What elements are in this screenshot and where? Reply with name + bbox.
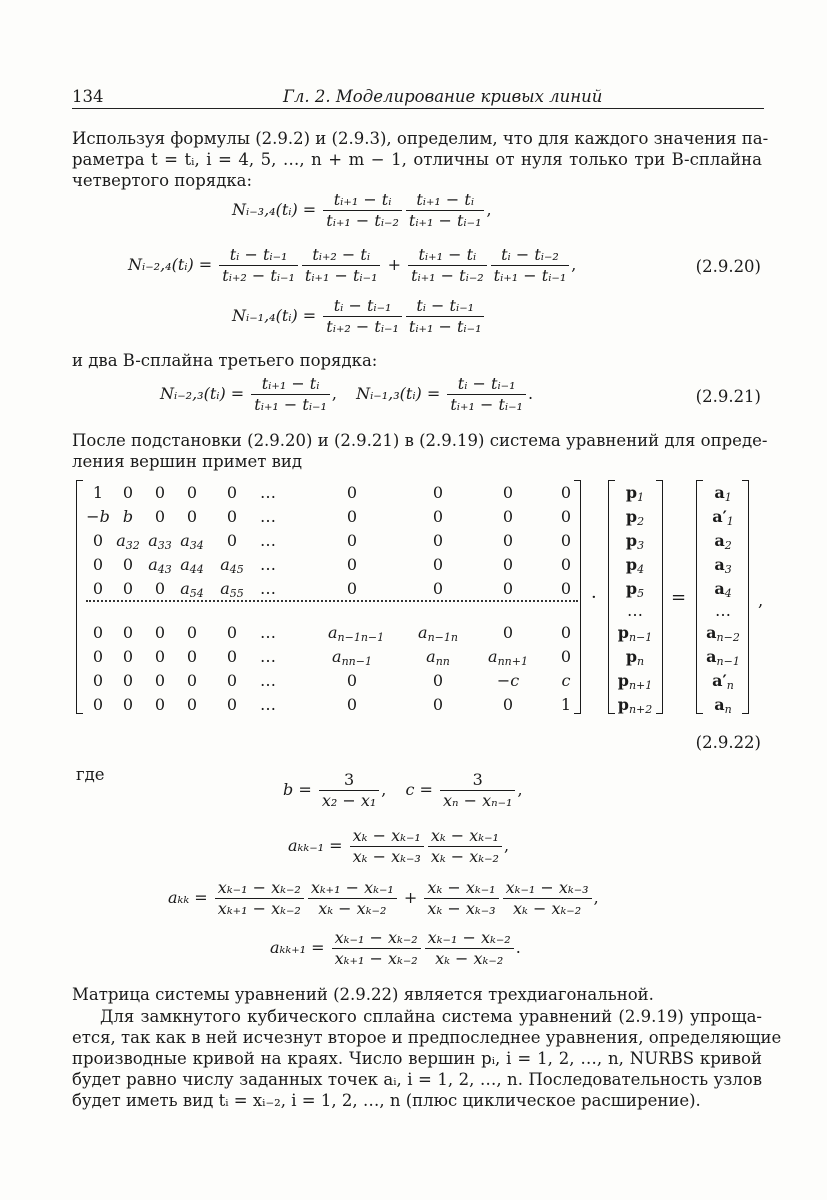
- matrix-cell: …: [260, 671, 276, 690]
- matrix-cell: …: [260, 647, 276, 666]
- matrix-cell: $a_{nn-1}$: [332, 647, 372, 668]
- numerator: tᵢ − tᵢ₋₁: [447, 374, 526, 395]
- page-number: 134: [72, 87, 104, 106]
- a-vector-cell: …: [715, 601, 731, 620]
- matrix-cell: $a_{n-1n}$: [418, 623, 458, 644]
- matrix-cell: 0: [226, 507, 238, 526]
- denominator: xₖ − xₖ₋₂: [430, 847, 499, 866]
- matrix-cell: 0: [186, 507, 198, 526]
- matrix-cell: 1: [560, 695, 572, 714]
- eq-2-9-20-row2: [128, 245, 576, 286]
- matrix-cell: 0: [154, 483, 166, 502]
- p-vector-cell: $p_{n-1}$: [617, 623, 653, 644]
- equation-number: (2.9.21): [695, 387, 761, 406]
- numerator: tᵢ − tᵢ₋₁: [406, 296, 485, 317]
- matrix-cell: 0: [560, 555, 572, 574]
- p-vector-cell: $p_{n+2}$: [617, 695, 653, 716]
- matrix-cell: b: [122, 507, 134, 526]
- intro-paragraph: [72, 128, 769, 191]
- eq-b-c: [283, 770, 523, 811]
- matrix-dotted-separator: [86, 600, 578, 602]
- text-line: будет равно числу заданных точек aᵢ, i = 1, 2, …, n. Последовательность узлов: [72, 1070, 762, 1089]
- matrix-cell: $a_{45}$: [220, 555, 244, 576]
- matrix-cell: …: [260, 483, 276, 502]
- math-term: ,: [571, 255, 577, 274]
- matrix-cell: 0: [560, 531, 572, 550]
- math-term: +: [403, 888, 418, 907]
- fraction: [319, 770, 379, 811]
- matrix-cell: $a_{44}$: [180, 555, 204, 576]
- text-line: ления вершин примет вид: [72, 452, 303, 471]
- denominator: tᵢ₊₂ − tᵢ₋₁: [222, 266, 295, 285]
- equals-sign: =: [671, 587, 687, 608]
- matrix-cell: …: [260, 695, 276, 714]
- a-vector-cell: $a_2$: [714, 531, 732, 552]
- fraction: [219, 245, 298, 286]
- denominator: xₖ₊₁ − xₖ₋₂: [217, 899, 301, 918]
- matrix-cell: 0: [560, 507, 572, 526]
- math-term: ,: [331, 384, 337, 403]
- matrix-cell: −b: [86, 507, 110, 526]
- matrix-cell: 0: [122, 647, 134, 666]
- math-term: ,: [381, 780, 387, 799]
- matrix-cell: 0: [346, 671, 358, 690]
- numerator: tᵢ₊₁ − tᵢ: [251, 374, 330, 395]
- matrix-cell: 0: [186, 647, 198, 666]
- comma: ,: [758, 591, 764, 610]
- denominator: tᵢ₊₁ − tᵢ₋₁: [408, 317, 482, 336]
- p-vector-cell: $p_n$: [625, 647, 645, 668]
- matrix-cell: 0: [92, 579, 104, 598]
- math-term: Nᵢ₋₁,₃(tᵢ) =: [356, 384, 441, 403]
- matrix-cell: 0: [92, 695, 104, 714]
- matrix-cell: 0: [502, 695, 514, 714]
- matrix-cell: $a_{55}$: [220, 579, 244, 600]
- matrix-cell: 0: [122, 695, 134, 714]
- closing-paragraph: [72, 1006, 782, 1111]
- a-vector-cell: $a_{n-2}$: [706, 623, 740, 644]
- text-line: После подстановки (2.9.20) и (2.9.21) в (2.9.19) система уравнений для опреде-: [72, 431, 768, 450]
- matrix-cell: …: [260, 555, 276, 574]
- matrix-cell: 0: [346, 531, 358, 550]
- matrix-cell: $a_{34}$: [180, 531, 204, 552]
- denominator: tᵢ₊₂ − tᵢ₋₁: [326, 317, 399, 336]
- denominator: xₖ − xₖ₋₂: [435, 949, 504, 968]
- math-term: aₖₖ₊₁ =: [270, 938, 325, 957]
- eq-akk: [168, 878, 599, 919]
- matrix-cell: 0: [92, 671, 104, 690]
- fraction: [406, 296, 485, 337]
- fraction: [424, 878, 498, 919]
- matrix-cell: 0: [186, 623, 198, 642]
- equation-number: (2.9.22): [695, 733, 761, 752]
- text-line: будет иметь вид tᵢ = xᵢ₋₂, i = 1, 2, …, n (плюс циклическое расширение).: [72, 1091, 701, 1110]
- matrix-cell: 0: [432, 671, 444, 690]
- matrix-cell: 0: [432, 507, 444, 526]
- matrix-cell: 0: [226, 695, 238, 714]
- matrix-cell: 0: [502, 483, 514, 502]
- matrix-cell: 0: [560, 623, 572, 642]
- p-vector-cell: $p_3$: [625, 531, 645, 552]
- matrix-cell: 0: [226, 623, 238, 642]
- math-term: Nᵢ₋₂,₃(tᵢ) =: [160, 384, 245, 403]
- matrix-cell: 0: [122, 483, 134, 502]
- numerator: xₖ₋₁ − xₖ₋₂: [425, 928, 514, 949]
- eq-2-9-20-row3: [232, 296, 486, 337]
- p-vector-cell: $p_2$: [625, 507, 645, 528]
- matrix-cell: 0: [154, 671, 166, 690]
- matrix-cell: …: [260, 623, 276, 642]
- math-term: ,: [517, 780, 523, 799]
- header-rule: [72, 108, 764, 109]
- matrix-cell: 0: [92, 623, 104, 642]
- matrix-cell: 0: [560, 647, 572, 666]
- denominator: xₖ − xₖ₋₃: [427, 899, 496, 918]
- a-vector-cell: $a_4$: [714, 579, 732, 600]
- numerator: 3: [440, 770, 515, 791]
- matrix-cell: 0: [346, 507, 358, 526]
- text-line: Для замкнутого кубического сплайна система уравнений (2.9.19) упроща-: [100, 1007, 762, 1026]
- fraction: [425, 928, 514, 969]
- fraction: [408, 245, 487, 286]
- math-term: ,: [593, 888, 599, 907]
- denominator: tᵢ₊₁ − tᵢ₋₁: [408, 211, 482, 230]
- matrix-cell: 0: [154, 507, 166, 526]
- numerator: xₖ − xₖ₋₁: [424, 878, 498, 899]
- numerator: tᵢ₊₁ − tᵢ: [408, 245, 487, 266]
- a-vector-cell: $a_n$: [714, 695, 732, 716]
- math-term: Nᵢ₋₁,₄(tᵢ) =: [232, 306, 317, 325]
- math-term: ,: [503, 836, 510, 855]
- math-term: +: [387, 255, 401, 274]
- matrix-cell: 0: [226, 531, 238, 550]
- a-vector-cell: $a_{n-1}$: [706, 647, 740, 668]
- matrix-cell: 0: [92, 531, 104, 550]
- fraction: [332, 928, 421, 969]
- matrix-cell: 0: [154, 579, 166, 598]
- math-term: c =: [405, 780, 433, 799]
- denominator: tᵢ₊₁ − tᵢ₋₁: [450, 395, 523, 414]
- math-term: Nᵢ₋₂,₄(tᵢ) =: [128, 255, 213, 274]
- numerator: xₖ − xₖ₋₁: [428, 826, 502, 847]
- numerator: xₖ₊₁ − xₖ₋₁: [308, 878, 397, 899]
- math-term: b =: [283, 780, 312, 799]
- fraction: [491, 245, 570, 286]
- fraction: [440, 770, 515, 811]
- matrix-cell: $a_{nn+1}$: [488, 647, 528, 668]
- intro-line: Используя формулы (2.9.2) и (2.9.3), определим, что для каждого значения па-: [72, 129, 769, 148]
- matrix-cell: 0: [122, 623, 134, 642]
- numerator: tᵢ − tᵢ₋₁: [323, 296, 402, 317]
- fraction: [215, 878, 304, 919]
- matrix-cell: 0: [226, 483, 238, 502]
- where-label: где: [76, 765, 105, 784]
- matrix-cell: $a_{54}$: [180, 579, 204, 600]
- denominator: xₖ₊₁ − xₖ₋₂: [334, 949, 418, 968]
- matrix-cell: 0: [122, 671, 134, 690]
- denominator: xₖ − xₖ₋₂: [513, 899, 582, 918]
- denominator: tᵢ₊₁ − tᵢ₋₁: [254, 395, 327, 414]
- matrix-cell: 0: [502, 623, 514, 642]
- fraction: [308, 878, 397, 919]
- numerator: tᵢ₊₂ − tᵢ: [302, 245, 381, 266]
- matrix-cell: 0: [154, 695, 166, 714]
- denominator: xₖ − xₖ₋₃: [352, 847, 421, 866]
- denominator: x₂ − x₁: [321, 791, 377, 810]
- numerator: xₖ − xₖ₋₁: [350, 826, 424, 847]
- intro-line: раметра t = tᵢ, i = 4, 5, …, n + m − 1, отличны от нуля только три B-сплайна: [72, 150, 762, 169]
- p-vector-cell: $p_5$: [625, 579, 645, 600]
- matrix-cell: 0: [186, 483, 198, 502]
- matrix-cell: 0: [502, 531, 514, 550]
- fraction: [350, 826, 424, 867]
- denominator: xₙ − xₙ₋₁: [443, 791, 513, 810]
- eq-akk-1: [288, 826, 509, 867]
- math-term: aₖₖ =: [168, 888, 208, 907]
- matrix-cell: 0: [186, 671, 198, 690]
- matrix-cell: 0: [92, 555, 104, 574]
- text-line: и два B-сплайна третьего порядка:: [72, 351, 378, 370]
- p-vector-cell: $p_{n+1}$: [617, 671, 653, 692]
- running-title: Гл. 2. Моделирование кривых линий: [283, 87, 603, 106]
- matrix-cell: 0: [502, 579, 514, 598]
- matrix-cell: 0: [346, 555, 358, 574]
- matrix-cell: 0: [346, 695, 358, 714]
- matrix-cell: $a_{32}$: [116, 531, 140, 552]
- eq-2-9-21: [160, 374, 533, 415]
- eq-akk+1: [270, 928, 521, 969]
- denominator: tᵢ₊₁ − tᵢ₋₁: [304, 266, 378, 285]
- matrix-cell: c: [561, 671, 571, 690]
- equation-number: (2.9.20): [695, 257, 761, 276]
- p-vector-cell: …: [627, 601, 643, 620]
- matrix-cell: $a_{nn}$: [426, 647, 450, 668]
- matrix-cell: 0: [432, 555, 444, 574]
- math-term: Nᵢ₋₃,₄(tᵢ) =: [232, 200, 317, 219]
- denominator: tᵢ₊₁ − tᵢ₋₂: [411, 266, 484, 285]
- matrix-cell: 0: [502, 507, 514, 526]
- matrix-cell: …: [260, 507, 276, 526]
- matrix-cell: 0: [154, 623, 166, 642]
- matrix-cell: …: [260, 579, 276, 598]
- matrix-cell: 0: [154, 647, 166, 666]
- matrix-cell: 1: [92, 483, 104, 502]
- dot-operator: ·: [591, 587, 597, 608]
- fraction: [406, 190, 485, 231]
- numerator: tᵢ − tᵢ₋₁: [219, 245, 298, 266]
- a-vector-cell: $a_3$: [714, 555, 732, 576]
- matrix-cell: 0: [560, 579, 572, 598]
- matrix-cell: …: [260, 531, 276, 550]
- math-term: .: [515, 938, 521, 957]
- a-vector-cell: $a_1$: [714, 483, 732, 504]
- fraction: [323, 296, 402, 337]
- matrix-cell: 0: [432, 695, 444, 714]
- p-vector-cell: $p_4$: [625, 555, 645, 576]
- numerator: 3: [319, 770, 379, 791]
- matrix-cell: $a_{33}$: [148, 531, 172, 552]
- matrix-cell: −c: [496, 671, 520, 690]
- matrix-cell: 0: [502, 555, 514, 574]
- matrix-cell: 0: [346, 579, 358, 598]
- math-term: .: [527, 384, 534, 403]
- numerator: xₖ₋₁ − xₖ₋₃: [503, 878, 592, 899]
- fraction: [251, 374, 330, 415]
- math-term: ,: [486, 200, 492, 219]
- matrix-cell: 0: [92, 647, 104, 666]
- after-paragraph: [72, 430, 768, 472]
- numerator: xₖ₋₁ − xₖ₋₂: [215, 878, 304, 899]
- matrix-cell: 0: [432, 579, 444, 598]
- matrix-cell: 0: [346, 483, 358, 502]
- math-term: aₖₖ₋₁ =: [288, 836, 343, 855]
- a-vector-cell: $a'_n$: [712, 671, 734, 692]
- eq-2-9-20-row1: [232, 190, 492, 231]
- numerator: tᵢ − tᵢ₋₂: [491, 245, 570, 266]
- a-vector-cell: $a'_1$: [712, 507, 734, 528]
- text-line: производные кривой на краях. Число вершин pᵢ, i = 1, 2, …, n, NURBS кривой: [72, 1049, 762, 1068]
- matrix-cell: 0: [432, 483, 444, 502]
- denominator: tᵢ₊₁ − tᵢ₋₁: [493, 266, 567, 285]
- fraction: [447, 374, 526, 415]
- fraction: [302, 245, 381, 286]
- fraction: [428, 826, 502, 867]
- numerator: tᵢ₊₁ − tᵢ: [406, 190, 485, 211]
- text-line: Матрица системы уравнений (2.9.22) является трехдиагональной.: [72, 985, 654, 1004]
- numerator: tᵢ₊₁ − tᵢ: [323, 190, 402, 211]
- matrix-cell: $a_{43}$: [148, 555, 172, 576]
- matrix-cell: $a_{n-1n-1}$: [328, 623, 385, 644]
- text-line: ется, так как в ней исчезнут второе и предпоследнее уравнения, определяющие: [72, 1028, 782, 1047]
- matrix-cell: 0: [226, 671, 238, 690]
- matrix-cell: 0: [226, 647, 238, 666]
- matrix-cell: 0: [122, 555, 134, 574]
- p-vector-cell: $p_1$: [625, 483, 645, 504]
- fraction: [503, 878, 592, 919]
- matrix-cell: 0: [560, 483, 572, 502]
- denominator: tᵢ₊₁ − tᵢ₋₂: [326, 211, 399, 230]
- matrix-cell: 0: [432, 531, 444, 550]
- matrix-cell: 0: [186, 695, 198, 714]
- fraction: [323, 190, 402, 231]
- intro-line: четвертого порядка:: [72, 171, 253, 190]
- matrix-cell: 0: [122, 579, 134, 598]
- numerator: xₖ₋₁ − xₖ₋₂: [332, 928, 421, 949]
- denominator: xₖ − xₖ₋₂: [318, 899, 387, 918]
